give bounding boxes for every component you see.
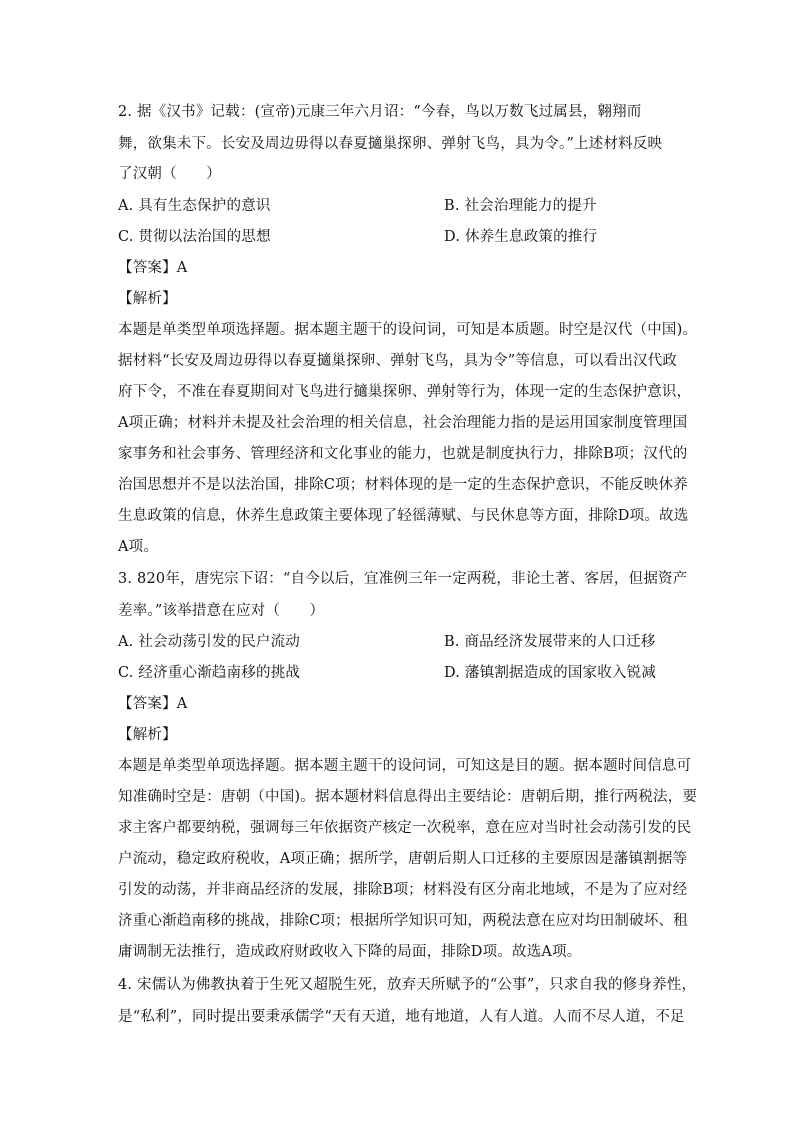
q4-stem-line-2: 是“私利”，同时提出要秉承儒学“天有天道，地有地道，人有人道。人而不尽人道，不足: [118, 1009, 685, 1025]
q3-stem-line-2: 差率。”该举措意在应对（ ）: [118, 603, 325, 619]
q2-answer: 【答案】A: [118, 260, 188, 276]
q2-analysis-line-8: A项。: [118, 539, 159, 555]
q3-stem-line-1: 3. 820年，唐宪宗下诏：“自今以后，宜准例三年一定两税，非论土著、客居，但据资产: [118, 571, 688, 587]
q3-analysis-line-7: 庸调制无法推行，造成政府财政收入下降的局面，排除D项。故选A项。: [118, 944, 582, 960]
q3-analysis-line-6: 济重心渐趋南移的挑战，排除C项；根据所学知识可知，两税法意在应对均田制破坏、租: [118, 913, 688, 929]
q2-stem-line-3: 了汉朝（ ）: [118, 166, 221, 182]
q3-analysis-line-2: 知准确时空是：唐朝（中国)。据本题材料信息得出主要结论：唐朝后期，推行两税法，要: [118, 789, 698, 805]
q3-answer: 【答案】A: [118, 696, 188, 712]
q2-option-b: B. 社会治理能力的提升: [444, 198, 597, 214]
q3-analysis-line-3: 求主客户都要纳税，强调每三年依据资产核定一次税率，意在应对当时社会动荡引发的民: [118, 820, 692, 836]
q2-analysis-line-7: 生息政策的信息，休养生息政策主要体现了轻徭薄赋、与民休息等方面，排除D项。故选: [118, 508, 689, 524]
q2-analysis-line-6: 治国思想并不是以法治国，排除C项；材料体现的是一定的生态保护意识，不能反映休养: [118, 477, 688, 493]
q3-analysis-line-1: 本题是单类型单项选择题。据本题主题干的设问词，可知这是目的题。据本题时间信息可: [118, 758, 692, 774]
q2-option-c: C. 贯彻以法治国的思想: [118, 229, 271, 245]
q4-stem-line-1: 4. 宋儒认为佛教执着于生死又超脱生死，放弃天所赋予的“公事”，只求自我的修身养性，: [118, 977, 697, 993]
q3-analysis-label: 【解析】: [118, 727, 177, 743]
q2-option-d: D. 休养生息政策的推行: [444, 229, 598, 245]
q3-option-c: C. 经济重心渐趋南移的挑战: [118, 665, 301, 681]
q2-analysis-line-3: 府下令，不准在春夏期间对飞鸟进行擿巢探卵、弹射等行为，体现一定的生态保护意识，: [118, 384, 692, 400]
q3-analysis-line-5: 引发的动荡，并非商品经济的发展，排除B项；材料没有区分南北地域，不是为了应对经: [118, 882, 688, 898]
q2-analysis-line-5: 家事务和社会事务、管理经济和文化事业的能力，也就是制度执行力，排除B项；汉代的: [118, 446, 688, 462]
q3-analysis-line-4: 户流动，稳定政府税收，A项正确；据所学，唐朝后期人口迁移的主要原因是藩镇割据等: [118, 851, 688, 867]
q2-analysis-line-1: 本题是单类型单项选择题。据本题主题干的设问词，可知是本质题。时空是汉代（中国)。: [118, 322, 698, 338]
q2-stem-line-1: 2. 据《汉书》记载：(宣帝)元康三年六月诏：“今春，鸟以万数飞过属县，翱翔而: [118, 104, 642, 120]
q2-analysis-line-2: 据材料“长安及周边毋得以春夏擿巢探卵、弹射飞鸟，具为令”等信息，可以看出汉代政: [118, 353, 678, 369]
q2-stem-line-2: 舞，欲集未下。长安及周边毋得以春夏擿巢探卵、弹射飞鸟，具为令。”上述材料反映: [118, 136, 663, 152]
q3-option-b: B. 商品经济发展带来的人口迁移: [444, 634, 656, 650]
q2-analysis-label: 【解析】: [118, 291, 177, 307]
q2-option-a: A. 具有生态保护的意识: [118, 198, 271, 214]
q3-option-d: D. 藩镇割据造成的国家收入锐减: [444, 665, 657, 681]
q3-option-a: A. 社会动荡引发的民户流动: [118, 634, 300, 650]
q2-analysis-line-4: A项正确；材料并未提及社会治理的相关信息，社会治理能力指的是运用国家制度管理国: [118, 415, 688, 431]
